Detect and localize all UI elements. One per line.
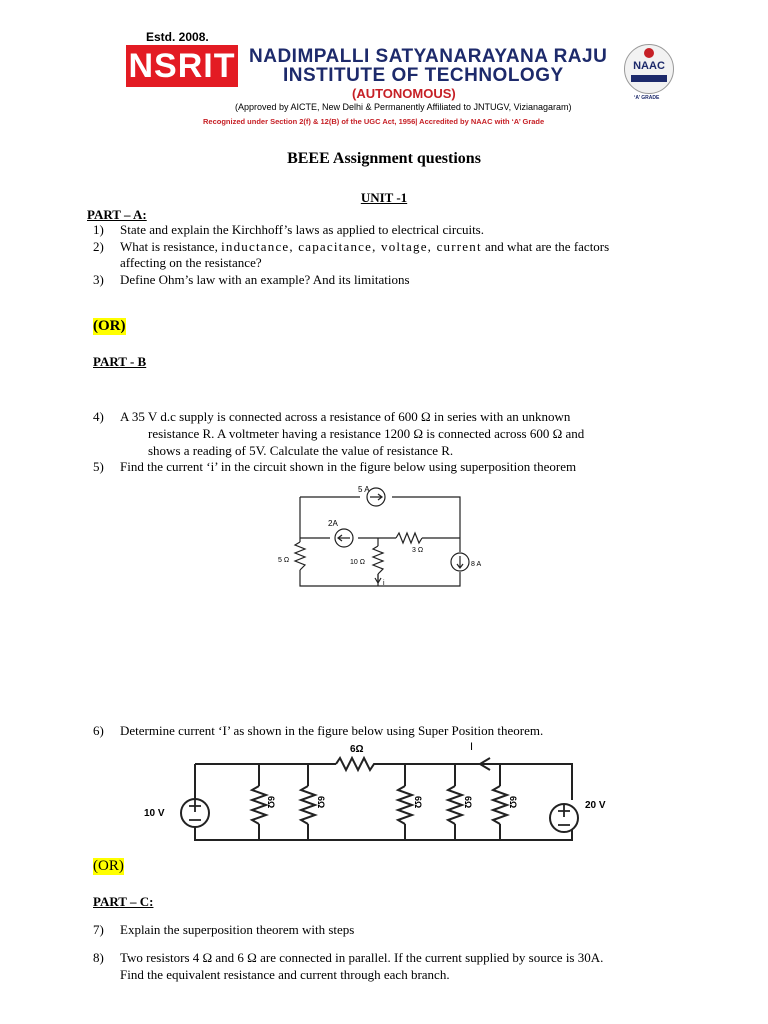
question-4-line2: resistance R. A voltmeter having a resistance 1200 Ω is connected across 600 Ω and (148, 426, 585, 441)
question-number: 8) (93, 950, 104, 965)
question-4 (0, 409, 768, 425)
question-2 (0, 239, 768, 255)
label-current-i: I (470, 741, 474, 753)
current-source-8a-icon (451, 553, 469, 571)
question-text: Explain the superposition theorem with steps (120, 922, 355, 937)
unit-heading: UNIT -1 (360, 190, 408, 205)
question-text: Find the current ‘i’ in the circuit shown in the figure below using superposition theorem (120, 459, 577, 474)
resistor-1-icon (252, 786, 266, 824)
resistor-10-ohm-icon (373, 546, 383, 574)
label-3-ohm: 3 Ω (412, 547, 424, 554)
resistor-3-icon (398, 786, 412, 824)
resistor-top-icon (336, 758, 378, 770)
part-b-heading: PART - B (93, 354, 147, 369)
naac-label: NAAC (633, 60, 665, 72)
label-resistor-4: 6Ω (463, 796, 473, 809)
question-number: 2) (93, 239, 104, 254)
or-separator: (OR) (93, 318, 126, 334)
part-c-heading: PART – C: (93, 894, 154, 909)
question-text: Two resistors 4 Ω and 6 Ω are connected in parallel. If the current supplied by source is 30A. (120, 950, 604, 965)
established-year: Estd. 2008. (146, 30, 209, 44)
circuit-diagram-2 (140, 738, 610, 850)
question-6 (0, 723, 768, 739)
question-3 (0, 272, 768, 288)
question-number: 6) (93, 723, 104, 738)
question-8 (0, 950, 768, 966)
question-text: Define Ohm’s law with an example? And its limitations (120, 272, 410, 287)
resistor-5-ohm-icon (295, 542, 305, 570)
or-separator-2: (OR) (93, 858, 124, 874)
label-top-resistor: 6Ω (350, 744, 364, 755)
current-source-2a-icon (335, 529, 353, 547)
question-text: A 35 V d.c supply is connected across a resistance of 600 Ω in series with an unknown (120, 409, 571, 424)
label-5-ohm: 5 Ω (278, 557, 290, 564)
question-number: 5) (93, 459, 104, 474)
resistor-3-ohm-icon (396, 533, 422, 543)
question-4-line3: shows a reading of 5V. Calculate the value of resistance R. (148, 443, 454, 458)
label-resistor-5: 6Ω (508, 796, 518, 809)
question-2-continued: affecting on the resistance? (120, 255, 262, 270)
question-7 (0, 922, 768, 938)
question-8-line2: Find the equivalent resistance and current through each branch. (120, 967, 450, 982)
label-i: i (383, 580, 385, 587)
label-10v: 10 V (144, 808, 165, 819)
question-number: 3) (93, 272, 104, 287)
label-20v: 20 V (585, 800, 606, 811)
institute-logo: NSRIT (126, 45, 238, 87)
current-source-5a-icon (367, 488, 385, 506)
page-title: BEEE Assignment questions (287, 150, 481, 167)
naac-seal-icon (624, 44, 674, 94)
institute-name-line2: INSTITUTE OF TECHNOLOGY (283, 65, 564, 86)
resistor-5-icon (493, 786, 507, 824)
recognition-note: Recognized under Section 2(f) & 12(B) of the UGC Act, 1956| Accredited by NAAC with ‘A’ Grade (203, 117, 545, 126)
current-arrow-icon (480, 758, 495, 770)
current-arrow-icon (375, 574, 381, 583)
question-1 (0, 222, 768, 238)
question-number: 4) (93, 409, 104, 424)
institute-name-line1: NADIMPALLI SATYANARAYANA RAJU (249, 46, 608, 67)
question-5 (0, 459, 768, 475)
voltage-source-20v-icon (550, 804, 578, 832)
label-10-ohm: 10 Ω (350, 559, 365, 566)
label-8a: 8 A (471, 561, 482, 568)
circuit-diagram-1 (270, 482, 480, 592)
label-resistor-1: 6Ω (266, 796, 276, 809)
question-number: 1) (93, 222, 104, 237)
label-2a: 2A (328, 519, 338, 528)
question-number: 7) (93, 922, 104, 937)
label-5a: 5 A (358, 485, 370, 494)
approval-note: (Approved by AICTE, New Delhi & Permanently Affiliated to JNTUGV, Vizianagaram) (235, 102, 572, 112)
autonomous-label: (AUTONOMOUS) (352, 86, 456, 101)
label-resistor-3: 6Ω (413, 796, 423, 809)
label-resistor-2: 6Ω (316, 796, 326, 809)
question-text: What is resistance, inductance, capacitance, voltage, current and what are the factors (120, 239, 610, 254)
voltage-source-10v-icon (181, 799, 209, 827)
naac-grade: ‘A’ GRADE (634, 95, 660, 101)
part-a-heading: PART – A: (87, 207, 147, 222)
resistor-2-icon (301, 786, 315, 824)
question-text: Determine current ‘I’ as shown in the figure below using Super Position theorem. (120, 723, 544, 738)
resistor-4-icon (448, 786, 462, 824)
question-text: State and explain the Kirchhoff’s laws as applied to electrical circuits. (120, 222, 484, 237)
